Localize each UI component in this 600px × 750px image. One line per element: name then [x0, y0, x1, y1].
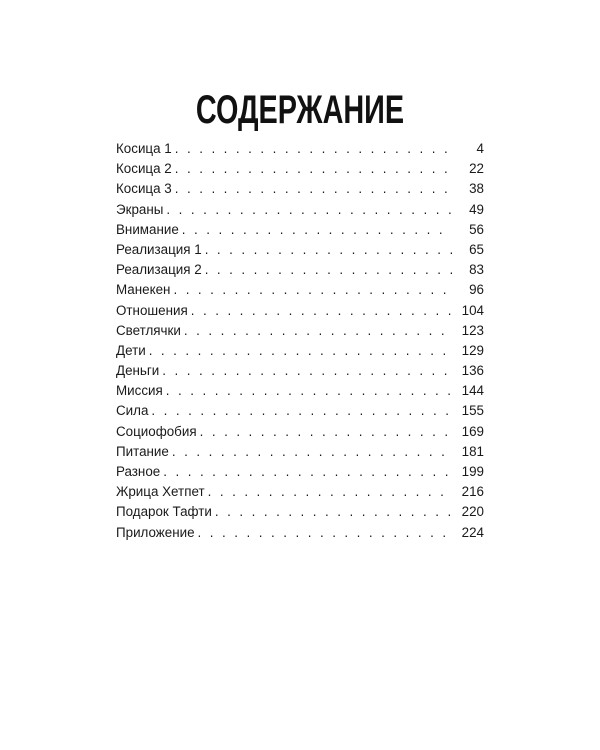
dot-leader: [200, 422, 452, 442]
dot-leader: [175, 179, 452, 199]
toc-entry-title: Манекен: [116, 282, 171, 298]
toc-entry-title: Деньги: [116, 363, 160, 379]
table-of-contents: [116, 139, 484, 543]
toc-page-number: 104: [461, 302, 484, 318]
toc-entry[interactable]: [116, 361, 484, 381]
dot-leader: [172, 442, 452, 462]
toc-entry-title: Косица 1: [116, 141, 172, 156]
dot-leader: [208, 482, 452, 502]
toc-entry-title: Подарок Тафти: [116, 504, 212, 520]
toc-entry[interactable]: [116, 341, 484, 361]
dot-leader: [166, 200, 452, 220]
toc-entry-title: Косица 2: [116, 161, 172, 177]
toc-entry-title: Социофобия: [116, 423, 197, 439]
toc-page-number: 220: [461, 504, 484, 520]
toc-entry[interactable]: [116, 280, 484, 300]
toc-page-number: 181: [461, 443, 484, 459]
toc-page-number: 4: [476, 141, 484, 156]
dot-leader: [149, 341, 452, 361]
dot-leader: [173, 280, 452, 300]
toc-entry-title: Дети: [116, 342, 146, 358]
toc-page-number: 123: [461, 322, 484, 338]
dot-leader: [162, 361, 452, 381]
toc-page-number: 65: [469, 241, 484, 257]
toc-entry[interactable]: [116, 220, 484, 240]
toc-entry-title: Косица 3: [116, 181, 172, 197]
toc-page-number: 144: [461, 383, 484, 399]
toc-page-number: 22: [469, 161, 484, 177]
toc-entry[interactable]: [116, 240, 484, 260]
toc-entry-title: Жрица Хетпет: [116, 484, 205, 500]
dot-leader: [182, 220, 452, 240]
toc-entry[interactable]: [116, 381, 484, 401]
toc-page-number: 224: [461, 524, 484, 540]
dot-leader: [198, 523, 452, 543]
toc-entry[interactable]: [116, 482, 484, 502]
toc-page-number: 96: [469, 282, 484, 298]
toc-page-number: 169: [461, 423, 484, 439]
toc-entry[interactable]: [116, 442, 484, 462]
toc-page-number: 49: [469, 201, 484, 217]
toc-entry-title: Светлячки: [116, 322, 181, 338]
toc-page-number: 83: [469, 262, 484, 278]
toc-entry[interactable]: [116, 401, 484, 421]
toc-entry[interactable]: [116, 301, 484, 321]
toc-entry-title: Сила: [116, 403, 149, 419]
toc-entry[interactable]: [116, 523, 484, 543]
toc-entry[interactable]: [116, 502, 484, 522]
page-title: СОДЕРЖАНИЕ: [195, 87, 405, 132]
toc-entry-title: Экраны: [116, 201, 164, 217]
toc-entry-title: Приложение: [116, 524, 195, 540]
toc-page-number: 136: [461, 363, 484, 379]
toc-page-number: 38: [469, 181, 484, 197]
toc-entry-title: Миссия: [116, 383, 163, 399]
dot-leader: [175, 139, 452, 159]
toc-page-number: 199: [461, 464, 484, 479]
toc-entry[interactable]: [116, 422, 484, 442]
dot-leader: [205, 240, 452, 260]
toc-entry-title: Отношения: [116, 302, 188, 318]
dot-leader: [166, 381, 452, 401]
toc-page-number: 155: [461, 403, 484, 419]
toc-entry[interactable]: [116, 179, 484, 199]
dot-leader: [163, 462, 452, 482]
dot-leader: [191, 301, 452, 321]
toc-entry-title: Внимание: [116, 221, 179, 237]
dot-leader: [205, 260, 452, 280]
toc-entry-title: Разное: [116, 464, 161, 479]
dot-leader: [215, 502, 452, 522]
toc-entry[interactable]: [116, 321, 484, 341]
toc-entry-title: Реализация 1: [116, 241, 202, 257]
toc-entry-title: Реализация 2: [116, 262, 202, 278]
dot-leader: [184, 321, 452, 341]
dot-leader: [175, 159, 452, 179]
toc-page-number: 129: [461, 342, 484, 358]
toc-page-number: 216: [461, 484, 484, 500]
toc-entry[interactable]: [116, 260, 484, 280]
toc-entry[interactable]: [116, 159, 484, 179]
toc-entry[interactable]: [116, 462, 484, 482]
dot-leader: [151, 401, 452, 421]
toc-entry[interactable]: [116, 139, 484, 159]
toc-entry[interactable]: [116, 200, 484, 220]
toc-page-number: 56: [469, 221, 484, 237]
toc-entry-title: Питание: [116, 443, 169, 459]
